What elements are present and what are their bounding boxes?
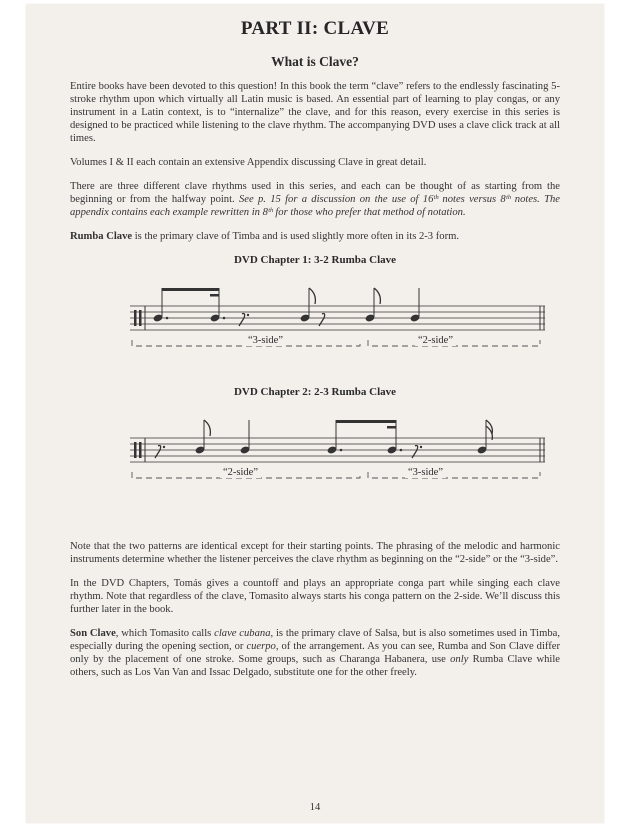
emphasis-only: only: [450, 654, 469, 665]
paragraph-text: There are three different clave rhythms used in this series, and each can be thought of as starting from the beginning or from the halfway point.: [70, 181, 560, 205]
paragraph-son-clave: [70, 627, 560, 679]
notation-figure-1: [70, 272, 560, 380]
term-cuerpo: cuerpo: [246, 641, 276, 652]
side-label-3-side: “3-side”: [245, 335, 286, 346]
figure-caption-2: DVD Chapter 2: 2-3 Rumba Clave: [233, 386, 397, 398]
figure-caption-1: DVD Chapter 1: 3-2 Rumba Clave: [233, 254, 397, 266]
book-page: [26, 4, 604, 823]
paragraph-identical-patterns: Note that the two patterns are identical except for their starting points. The phrasing of the melodic and harmonic instruments determine whether the listener perceives the clave rhythm as beginning on the “2-side” or the “3-side”.: [70, 541, 560, 565]
paragraph-rumba-clave: [70, 230, 560, 243]
term-son-clave: Son Clave: [70, 628, 116, 639]
section-heading: What is Clave?: [271, 54, 359, 69]
paragraph-text: is the primary clave of Timba and is used slightly more often in its 2-3 form.: [132, 231, 459, 242]
paragraph-text: , which Tomasito calls: [115, 628, 215, 639]
page-content: [70, 18, 560, 690]
paragraph-three-claves: [70, 180, 560, 219]
paragraph-dvd-chapters: In the DVD Chapters, Tomás gives a countoff and plays an appropriate conga part while singing each clave rhythm. Note that regardless of the clave, Tomasito always starts his conga pattern on the 2-side. We’ll discuss this further later in the book.: [70, 578, 560, 615]
side-label-3-side: “3-side”: [405, 467, 446, 478]
staff-notation-1: [70, 272, 560, 352]
staff-notation-2: [70, 404, 560, 484]
paragraph-italic-note: See p. 15 for a discussion on the use of 16ᵗʰ notes versus 8ᵗʰ notes. The appendix contains each example rewritten in 8ᵗʰ for those who prefer that method of notation.: [70, 194, 560, 218]
page-number: 14: [309, 802, 321, 813]
side-label-2-side: “2-side”: [415, 335, 456, 346]
paragraph-text: , of the arrangement. As you can see, Rumba and Son Clave differ only by the placement of one stroke. Some groups, such as Charanga Habanera, use: [70, 641, 560, 665]
paragraph-text: , is the primary clave of Salsa, but is also sometimes used in Timba, especially during the opening section, or: [70, 628, 560, 652]
paragraph-intro: Entire books have been devoted to this question! In this book the term “clave” refers to the endlessly fascinating 5-stroke rhythm upon which virtually all Latin music is based. An essential part of learning to play congas, or any instrument in a Latin context, is to “internalize” the clave, and for this reason, every exercise in this series is designed to be practiced while listening to the clave rhythm. The accompanying DVD uses a clave click track at all times.: [70, 81, 560, 144]
notation-figure-2: [70, 404, 560, 540]
page-title: PART II: CLAVE: [240, 18, 390, 39]
term-rumba-clave: Rumba Clave: [70, 231, 133, 242]
paragraph-volumes: Volumes I & II each contain an extensive Appendix discussing Clave in great detail.: [70, 157, 427, 168]
paragraph-text: Rumba Clave while others, such as Los Van Van and Issac Delgado, substitute one for the other freely.: [70, 654, 561, 678]
side-label-2-side: “2-side”: [220, 467, 261, 478]
term-clave-cubana: clave cubana: [214, 628, 271, 639]
